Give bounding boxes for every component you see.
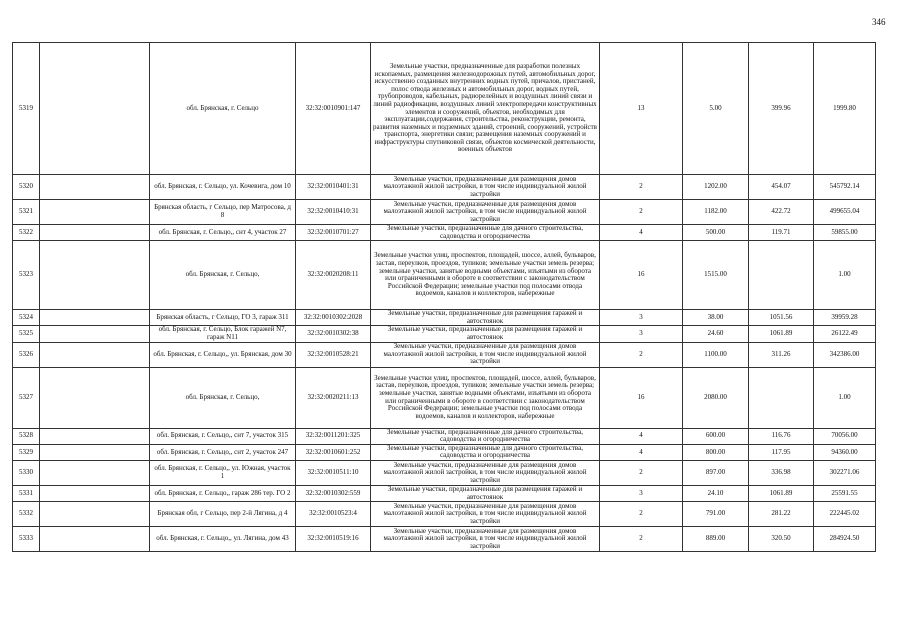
table-row [13, 502, 876, 527]
specific-value-cell: 320.50 [749, 527, 814, 552]
area-cell: 5.00 [683, 43, 749, 175]
table-body [13, 43, 876, 552]
table-row [13, 485, 876, 501]
table-row [13, 460, 876, 485]
spacer-cell [40, 428, 150, 444]
address-cell: обл. Брянская, г. Сельцо [150, 43, 296, 175]
address-cell: обл. Брянская, г. Сельцо,, гараж 286 тер. ГО 2 [150, 485, 296, 501]
cadastral-value-cell: 59855.00 [814, 225, 876, 241]
land-use-cell: Земельные участки, предназначенные для размещения домов малоэтажной жилой застройки, в том числе индивидуальной жилой застройки [371, 342, 600, 367]
land-use-cell: Земельные участки, предназначенные для дачного строительства, садоводства и огородничества [371, 225, 600, 241]
use-code-cell: 4 [600, 444, 683, 460]
row-number-cell: 5329 [13, 444, 40, 460]
table-row [13, 200, 876, 225]
use-code-cell: 3 [600, 485, 683, 501]
cadastral-value-cell: 1.00 [814, 367, 876, 428]
area-cell: 1182.00 [683, 200, 749, 225]
cadastral-value-cell: 94360.00 [814, 444, 876, 460]
specific-value-cell: 311.26 [749, 342, 814, 367]
specific-value-cell: 336.98 [749, 460, 814, 485]
use-code-cell: 2 [600, 502, 683, 527]
spacer-cell [40, 342, 150, 367]
address-cell: Брянская обл, г Сельцо, пер 2-й Лягина, д 4 [150, 502, 296, 527]
land-use-cell: Земельные участки, предназначенные для размещения домов малоэтажной жилой застройки, в том числе индивидуальной жилой застройки [371, 502, 600, 527]
table-row [13, 444, 876, 460]
spacer-cell [40, 460, 150, 485]
cadastral-number-cell: 32:32:0011201:325 [296, 428, 371, 444]
cadastral-value-cell: 1999.80 [814, 43, 876, 175]
cadastral-number-cell: 32:32:0010401:31 [296, 175, 371, 200]
area-cell: 1515.00 [683, 241, 749, 310]
cadastral-value-cell: 25591.55 [814, 485, 876, 501]
spacer-cell [40, 225, 150, 241]
cadastral-number-cell: 32:32:0020208:11 [296, 241, 371, 310]
use-code-cell: 13 [600, 43, 683, 175]
cadastral-value-cell: 302271.06 [814, 460, 876, 485]
specific-value-cell: 1051.56 [749, 310, 814, 326]
land-use-cell: Земельные участки, предназначенные для размещения гаражей и автостоянок [371, 485, 600, 501]
specific-value-cell: 1061.89 [749, 326, 814, 342]
address-cell: Брянская область, г Сельцо, ГО 3, гараж 311 [150, 310, 296, 326]
land-use-cell: Земельные участки, предназначенные для размещения домов малоэтажной жилой застройки, в том числе индивидуальной жилой застройки [371, 175, 600, 200]
land-use-cell: Земельные участки, предназначенные для размещения гаражей и автостоянок [371, 310, 600, 326]
use-code-cell: 2 [600, 200, 683, 225]
table-row [13, 342, 876, 367]
address-cell: обл. Брянская, г. Сельцо,, снт 7, участок 315 [150, 428, 296, 444]
row-number-cell: 5328 [13, 428, 40, 444]
cadastral-value-cell: 284924.50 [814, 527, 876, 552]
row-number-cell: 5325 [13, 326, 40, 342]
spacer-cell [40, 502, 150, 527]
row-number-cell: 5319 [13, 43, 40, 175]
area-cell: 897.00 [683, 460, 749, 485]
address-cell: обл. Брянская, г. Сельцо, [150, 241, 296, 310]
specific-value-cell: 422.72 [749, 200, 814, 225]
area-cell: 2080.00 [683, 367, 749, 428]
use-code-cell: 2 [600, 527, 683, 552]
use-code-cell: 16 [600, 241, 683, 310]
land-use-cell: Земельные участки, предназначенные для размещения домов малоэтажной жилой застройки, в том числе индивидуальной жилой застройки [371, 200, 600, 225]
land-use-cell: Земельные участки, предназначенные для размещения гаражей и автостоянок [371, 326, 600, 342]
specific-value-cell [749, 241, 814, 310]
area-cell: 600.00 [683, 428, 749, 444]
table-row [13, 367, 876, 428]
row-number-cell: 5330 [13, 460, 40, 485]
use-code-cell: 2 [600, 342, 683, 367]
area-cell: 500.00 [683, 225, 749, 241]
cadastral-number-cell: 32:32:0010511:10 [296, 460, 371, 485]
area-cell: 1100.00 [683, 342, 749, 367]
address-cell: обл. Брянская, г. Сельцо,, ул. Лягина, дом 43 [150, 527, 296, 552]
use-code-cell: 3 [600, 326, 683, 342]
specific-value-cell: 399.96 [749, 43, 814, 175]
use-code-cell: 16 [600, 367, 683, 428]
row-number-cell: 5332 [13, 502, 40, 527]
row-number-cell: 5327 [13, 367, 40, 428]
cadastral-number-cell: 32:32:0020211:13 [296, 367, 371, 428]
cadastral-number-cell: 32:32:0010701:27 [296, 225, 371, 241]
address-cell: обл. Брянская, г. Сельцо,, ул. Брянская, дом 30 [150, 342, 296, 367]
spacer-cell [40, 175, 150, 200]
table-row [13, 527, 876, 552]
specific-value-cell: 119.71 [749, 225, 814, 241]
cadastral-number-cell: 32:32:0010528:21 [296, 342, 371, 367]
row-number-cell: 5323 [13, 241, 40, 310]
specific-value-cell [749, 367, 814, 428]
cadastral-value-cell: 499655.04 [814, 200, 876, 225]
cadastral-value-cell: 342386.00 [814, 342, 876, 367]
land-use-cell: Земельные участки, предназначенные для размещения домов малоэтажной жилой застройки, в том числе индивидуальной жилой застройки [371, 460, 600, 485]
spacer-cell [40, 241, 150, 310]
land-use-cell: Земельные участки, предназначенные для размещения домов малоэтажной жилой застройки, в том числе индивидуальной жилой застройки [371, 527, 600, 552]
land-use-cell: Земельные участки, предназначенные для дачного строительства, садоводства и огородничества [371, 444, 600, 460]
table-row [13, 225, 876, 241]
spacer-cell [40, 310, 150, 326]
cadastral-value-cell: 70056.00 [814, 428, 876, 444]
cadastral-number-cell: 32:32:0010302:559 [296, 485, 371, 501]
cadastral-number-cell: 32:32:0010523:4 [296, 502, 371, 527]
table-row [13, 310, 876, 326]
land-use-cell: Земельные участки улиц, проспектов, площадей, шоссе, аллей, бульваров, застав, переулков, проездов, тупиков; земельные участки земель резерва; земельные участки, занятые водными объектами, изъятыми из оборота или ограниченными в обороте в соответствии с законодательством Российской Федерации; земельные участки под полосами отвода водоемов, каналов и коллекторов, набережные [371, 241, 600, 310]
spacer-cell [40, 485, 150, 501]
table-row [13, 326, 876, 342]
cadastral-number-cell: 32:32:0010302:2028 [296, 310, 371, 326]
specific-value-cell: 1061.89 [749, 485, 814, 501]
area-cell: 800.00 [683, 444, 749, 460]
area-cell: 38.00 [683, 310, 749, 326]
row-number-cell: 5322 [13, 225, 40, 241]
use-code-cell: 4 [600, 225, 683, 241]
row-number-cell: 5320 [13, 175, 40, 200]
address-cell: обл. Брянская, г. Сельцо,, снт 4, участок 27 [150, 225, 296, 241]
cadastral-number-cell: 32:32:0010901:147 [296, 43, 371, 175]
specific-value-cell: 281.22 [749, 502, 814, 527]
address-cell: обл. Брянская, г. Сельцо, Блок гаражей N7, гараж N11 [150, 326, 296, 342]
spacer-cell [40, 444, 150, 460]
spacer-cell [40, 367, 150, 428]
cadastral-number-cell: 32:32:0010519:16 [296, 527, 371, 552]
address-cell: обл. Брянская, г. Сельцо, ул. Кочевига, дом 10 [150, 175, 296, 200]
cadastral-value-cell: 222445.02 [814, 502, 876, 527]
area-cell: 889.00 [683, 527, 749, 552]
row-number-cell: 5324 [13, 310, 40, 326]
specific-value-cell: 454.07 [749, 175, 814, 200]
land-use-cell: Земельные участки улиц, проспектов, площадей, шоссе, аллей, бульваров, застав, переулков, проездов, тупиков; земельные участки земель резерва; земельные участки, занятые водными объектами, изъятыми из оборота или ограниченными в обороте в соответствии с законодательством Российской Федерации; земельные участки под полосами отвода водоемов, каналов и коллекторов, набережные [371, 367, 600, 428]
cadastral-value-cell: 39959.28 [814, 310, 876, 326]
use-code-cell: 4 [600, 428, 683, 444]
use-code-cell: 2 [600, 460, 683, 485]
cadastral-number-cell: 32:32:0010302:38 [296, 326, 371, 342]
table-row [13, 241, 876, 310]
page-number: 346 [872, 17, 886, 27]
spacer-cell [40, 326, 150, 342]
land-use-cell: Земельные участки, предназначенные для разработки полезных ископаемых, размещения железнодорожных путей, автомобильных дорог, искусственно созданных внутренних водных путей, причалов, пристаней, полос отвода железных и автомобильных дорог, водных путей, трубопроводов, кабельных, радиорелейных и воздушных линий связи и линий радиофикации, воздушных линий электропередачи конструктивных элементов и сооружений, объектов, необходимых для эксплуатации,содержания, строительства, реконструкции, ремонта, развития наземных и подземных зданий, строений, сооружений, устройств транспорта, энергетики связи; размещения наземных сооружений и инфраструктуры спутниковой связи, объектов космической деятельности, военных объектов [371, 43, 600, 175]
spacer-cell [40, 527, 150, 552]
cadastral-value-cell: 26122.49 [814, 326, 876, 342]
cadastral-value-cell: 1.00 [814, 241, 876, 310]
area-cell: 1202.00 [683, 175, 749, 200]
use-code-cell: 2 [600, 175, 683, 200]
use-code-cell: 3 [600, 310, 683, 326]
address-cell: Брянская область, г Сельцо, пер Матросова, д 8 [150, 200, 296, 225]
address-cell: обл. Брянская, г. Сельцо,, ул. Южная, участок 1 [150, 460, 296, 485]
land-registry-table [12, 42, 876, 552]
area-cell: 24.10 [683, 485, 749, 501]
cadastral-number-cell: 32:32:0010601:252 [296, 444, 371, 460]
table-row [13, 175, 876, 200]
cadastral-value-cell: 545792.14 [814, 175, 876, 200]
spacer-cell [40, 43, 150, 175]
specific-value-cell: 117.95 [749, 444, 814, 460]
area-cell: 791.00 [683, 502, 749, 527]
spacer-cell [40, 200, 150, 225]
row-number-cell: 5333 [13, 527, 40, 552]
address-cell: обл. Брянская, г. Сельцо, [150, 367, 296, 428]
row-number-cell: 5331 [13, 485, 40, 501]
land-use-cell: Земельные участки, предназначенные для дачного строительства, садоводства и огородничества [371, 428, 600, 444]
specific-value-cell: 116.76 [749, 428, 814, 444]
cadastral-number-cell: 32:32:0010410:31 [296, 200, 371, 225]
row-number-cell: 5321 [13, 200, 40, 225]
table-row [13, 428, 876, 444]
table-row [13, 43, 876, 175]
address-cell: обл. Брянская, г. Сельцо,, снт 2, участок 247 [150, 444, 296, 460]
area-cell: 24.60 [683, 326, 749, 342]
row-number-cell: 5326 [13, 342, 40, 367]
